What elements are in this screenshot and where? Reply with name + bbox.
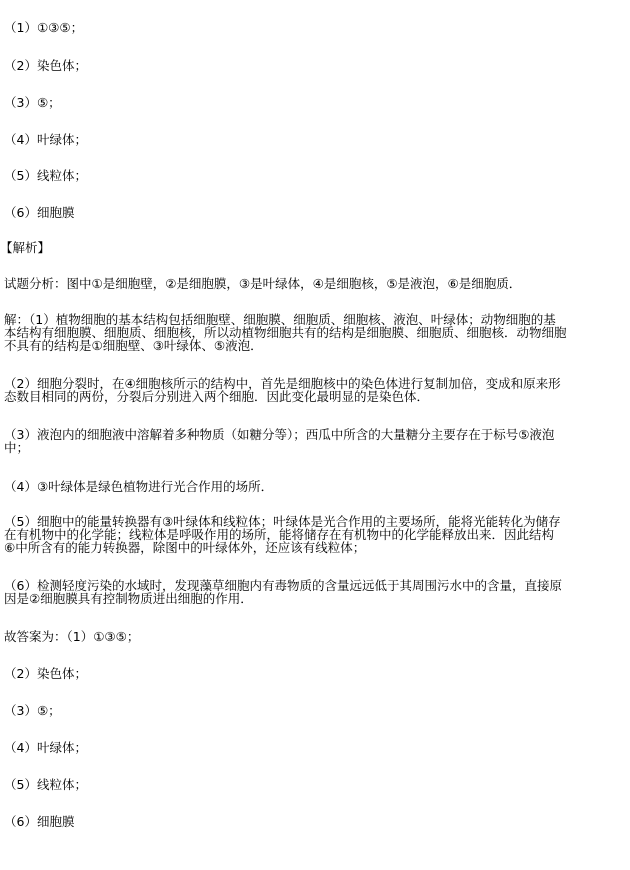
solution-paragraph-2 [4, 377, 628, 403]
solution-line: 解：（1）植物细胞的基本结构包括细胞壁、细胞膜、细胞质、细胞核、液泡、叶绿体；动物细胞的基 [4, 312, 556, 327]
solution-line: ⑥中所含有的能力转换器，除图中的叶绿体外，还应该有线粒体； [4, 540, 366, 555]
solution-paragraph-1 [4, 313, 628, 352]
analysis-heading: 【解析】 [0, 240, 51, 255]
solution-line: 在有机物中的化学能；线粒体是呼吸作用的场所，能将储存在有机物中的化学能释放出来．因此结构 [4, 527, 555, 542]
answer-line-5: （5）线粒体； [4, 168, 87, 183]
final-answer-line-1: 故答案为：（1）①③⑤； [4, 629, 140, 644]
solution-line: （6）检测轻度污染的水域时，发现藻草细胞内有毒物质的含量远远低于其周围污水中的含量，直接原 [4, 578, 562, 593]
answer-line-6: （6）细胞膜 [4, 205, 75, 220]
solution-paragraph-4 [4, 480, 628, 493]
solution-paragraph-3 [4, 428, 628, 454]
solution-line: （4）③叶绿体是绿色植物进行光合作用的场所． [4, 479, 274, 494]
answer-line-4: （4）叶绿体； [4, 132, 87, 147]
answer-line-3: （3）⑤； [4, 95, 61, 110]
solution-paragraph-6 [4, 579, 628, 605]
solution-line: 本结构有细胞膜、细胞质、细胞核，所以动植物细胞共有的结构是细胞膜、细胞质、细胞核．动物细胞 [4, 325, 567, 340]
answer-line-1: （1）①③⑤； [4, 20, 84, 35]
final-answer-line-5: （5）线粒体； [4, 777, 87, 792]
solution-line: 中； [4, 440, 30, 455]
solution-paragraph-5 [4, 515, 628, 554]
final-answer-line-6: （6）细胞膜 [4, 814, 75, 829]
final-answer-line-3: （3）⑤； [4, 703, 61, 718]
solution-line: 因是②细胞膜具有控制物质进出细胞的作用． [4, 591, 253, 606]
final-answer-line-2: （2）染色体； [4, 666, 87, 681]
answer-line-2: （2）染色体； [4, 58, 87, 73]
solution-line: （2）细胞分裂时，在④细胞核所示的结构中，首先是细胞核中的染色体进行复制加倍，变成和原来形 [4, 376, 561, 391]
analysis-intro: 试题分析：图中①是细胞壁，②是细胞膜，③是叶绿体，④是细胞核，⑤是液泡，⑥是细胞质． [4, 276, 522, 291]
final-answer-line-4: （4）叶绿体； [4, 740, 87, 755]
solution-line: 态数目相同的两份，分裂后分别进入两个细胞．因此变化最明显的是染色体． [4, 389, 430, 404]
solution-line: （3）液泡内的细胞液中溶解着多种物质（如糖分等）；西瓜中所含的大量糖分主要存在于标号⑤液泡 [4, 427, 555, 442]
solution-line: （5）细胞中的能量转换器有③叶绿体和线粒体；叶绿体是光合作用的主要场所，能将光能转化为储存 [4, 514, 561, 529]
solution-line: 不具有的结构是①细胞壁、③叶绿体、⑤液泡． [4, 338, 263, 353]
